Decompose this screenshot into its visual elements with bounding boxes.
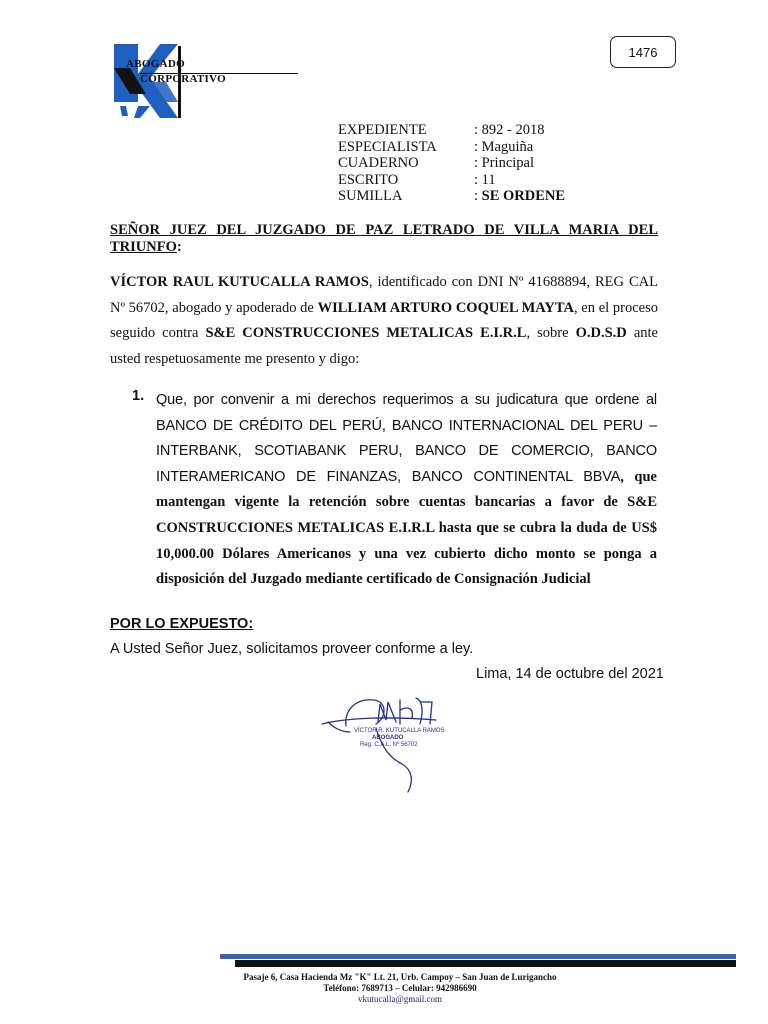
meta-label: SUMILLA xyxy=(338,188,403,205)
petition-text: A Usted Señor Juez, solicitamos proveer conforme a ley. xyxy=(110,641,474,657)
matter: O.D.S.D xyxy=(575,325,627,341)
closing-heading-text: POR LO EXPUESTO xyxy=(110,616,249,632)
footer xyxy=(150,972,650,1005)
lawyer-name: VÍCTOR RAUL KUTUCALLA RAMOS xyxy=(110,274,369,290)
footer-email: vkutucalla@gmail.com xyxy=(357,994,442,1004)
logo-text-corporativo: CORPORATIVO xyxy=(140,73,226,85)
item-plain-text: Que, por convenir a mi derechos requerimos a su judicatura que ordene al BANCO DE CRÉDITO DEL PERÚ, BANCO INTERNACIONAL DEL PERU – INTERBANK, SCOTIABANK PERU, BANCO DE COMERCIO, BANCO INTERAMERICANO DE FINANZAS, BANCO CONTINENTAL BBVA xyxy=(156,392,657,485)
closing-heading-colon: : xyxy=(248,616,254,632)
footer-address: Pasaje 6, Casa Hacienda Mz "K" Lt. 21, Urb. Campoy – San Juan de Lurigancho xyxy=(243,972,557,982)
item-number: 1. xyxy=(132,388,145,404)
addressee-text: SEÑOR JUEZ DEL JUZGADO DE PAZ LETRADO DE VILLA MARIA DEL TRIUNFO xyxy=(110,222,658,255)
intro-text: ante usted respetuosamente me presento y digo: xyxy=(110,325,658,367)
item-body xyxy=(156,388,657,593)
case-metadata xyxy=(338,122,565,205)
page-number: 1476 xyxy=(610,36,676,68)
meta-row-cuaderno xyxy=(338,155,565,172)
meta-value: : 892 - 2018 xyxy=(474,122,545,138)
intro-paragraph xyxy=(110,270,658,372)
meta-row-especialista xyxy=(338,139,565,156)
meta-label: EXPEDIENTE xyxy=(338,122,427,138)
stamp-line-2: ABOGADO xyxy=(372,735,404,741)
stamp-line-1: VÍCTOR R. KUTUCALLA RAMOS xyxy=(354,728,445,734)
meta-value: : 11 xyxy=(474,171,496,188)
date-line: Lima, 14 de octubre del 2021 xyxy=(476,666,664,682)
intro-text: , sobre xyxy=(526,325,576,341)
footer-accent-bar xyxy=(220,954,736,959)
stamp-line-3: Reg. C.A.L. Nº 56702 xyxy=(360,742,418,748)
addressee-colon: : xyxy=(176,239,182,255)
intro-text: , identificado con DNI Nº 41688894, REG CAL Nº 56702, abogado y apoderado de xyxy=(110,274,658,316)
logo-text-abogado: ABOGADO xyxy=(126,58,185,70)
meta-value: : SE ORDENE xyxy=(474,188,566,205)
meta-row-expediente xyxy=(338,122,565,139)
meta-value: : Maguiña xyxy=(474,138,534,155)
client-name: WILLIAM ARTURO COQUEL MAYTA xyxy=(317,299,574,316)
meta-label: ESCRITO xyxy=(338,171,399,188)
sumilla-value: SE ORDENE xyxy=(481,188,566,205)
addressee-heading xyxy=(110,222,658,256)
closing-heading xyxy=(110,616,253,632)
defendant-name: S&E CONSTRUCCIONES METALICAS E.I.R.L xyxy=(205,325,527,341)
signature-stamp-icon xyxy=(316,688,456,794)
meta-label: CUADERNO xyxy=(338,155,419,172)
meta-value: : Principal xyxy=(474,155,535,172)
meta-row-sumilla xyxy=(338,188,565,205)
item-bold-text: , que mantengan vigente la retención sobre cuentas bancarias a favor de S&E CONSTRUCCIONES METALICAS E.I.R.L hasta que se cubra la duda de US$ 10,000.00 Dólares Americanos y una vez cubierto dicho monto se ponga a disposición del Juzgado mediante certificado de Consignación Judicial xyxy=(156,468,657,588)
meta-row-escrito xyxy=(338,172,565,189)
footer-phones: Teléfono: 7689713 – Celular: 942986690 xyxy=(323,983,477,993)
intro-text: , en el proceso seguido contra xyxy=(110,299,658,341)
meta-label: ESPECIALISTA xyxy=(338,138,437,155)
footer-dark-bar xyxy=(235,960,736,967)
